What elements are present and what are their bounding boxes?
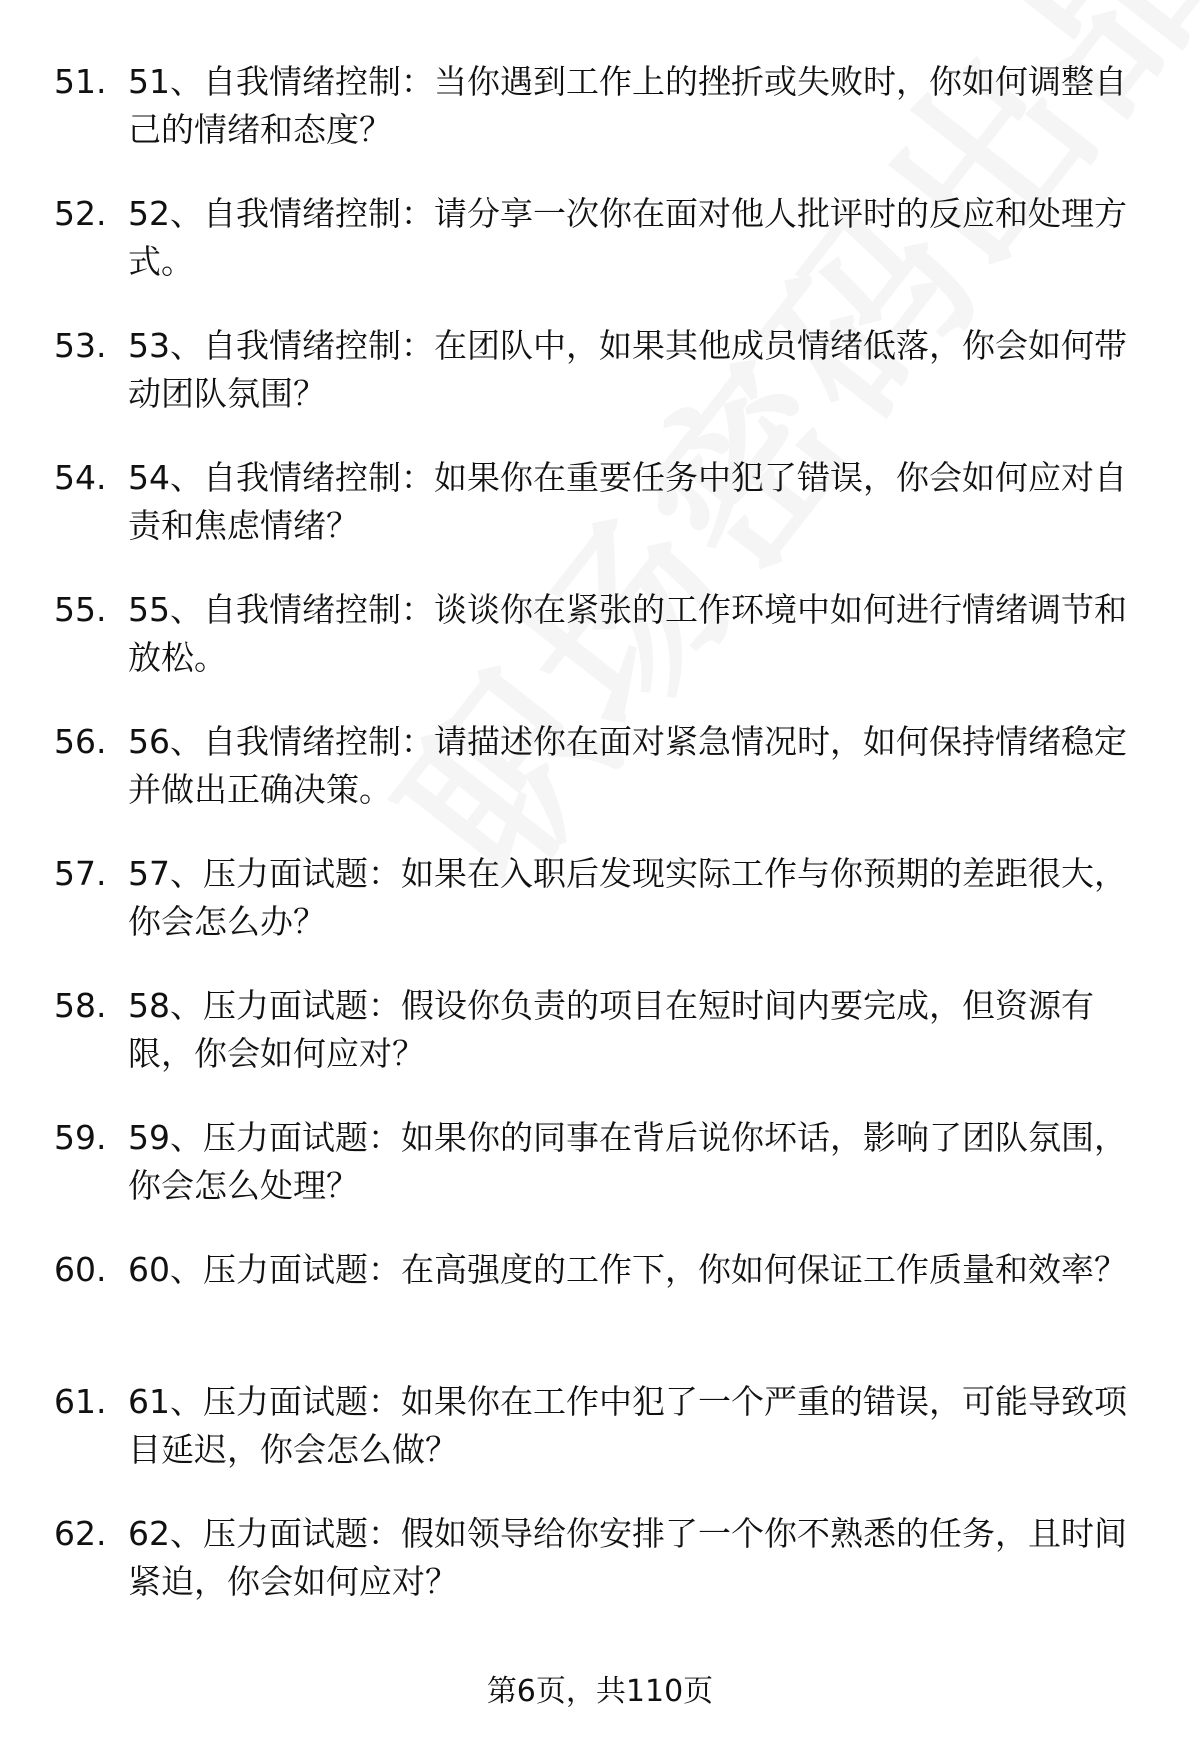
- page-footer: 第6页，共110页: [486, 1674, 714, 1709]
- list-item: [0, 190, 1200, 322]
- question-number: 56.: [54, 722, 107, 761]
- list-item: [0, 1114, 1200, 1246]
- question-number: 51.: [54, 62, 107, 101]
- list-item: [0, 58, 1200, 190]
- question-number: 53.: [54, 326, 107, 365]
- question-text: 61、压力面试题：如果你在工作中犯了一个严重的错误，可能导致项目延迟，你会怎么做？: [128, 1382, 1127, 1469]
- question-number: 60.: [54, 1250, 107, 1289]
- question-text: 56、自我情绪控制：请描述你在面对紧急情况时，如何保持情绪稳定并做出正确决策。: [128, 722, 1127, 809]
- question-text: 57、压力面试题：如果在入职后发现实际工作与你预期的差距很大，你会怎么办？: [128, 854, 1127, 941]
- question-text: 60、压力面试题：在高强度的工作下，你如何保证工作质量和效率？: [128, 1250, 1127, 1289]
- question-text: 59、压力面试题：如果你的同事在背后说你坏话，影响了团队氛围，你会怎么处理？: [128, 1118, 1127, 1205]
- question-number: 58.: [54, 986, 107, 1025]
- list-item: [0, 1510, 1200, 1642]
- question-number: 61.: [54, 1382, 107, 1421]
- list-item: [0, 718, 1200, 850]
- question-number: 62.: [54, 1514, 107, 1553]
- list-item: [0, 982, 1200, 1114]
- question-number: 57.: [54, 854, 107, 893]
- question-text: 62、压力面试题：假如领导给你安排了一个你不熟悉的任务，且时间紧迫，你会如何应对？: [128, 1514, 1127, 1601]
- question-text: 53、自我情绪控制：在团队中，如果其他成员情绪低落，你会如何带动团队氛围？: [128, 326, 1127, 413]
- question-number: 59.: [54, 1118, 107, 1157]
- question-text: 54、自我情绪控制：如果你在重要任务中犯了错误，你会如何应对自责和焦虑情绪？: [128, 458, 1127, 545]
- list-item: [0, 1246, 1200, 1378]
- question-number: 52.: [54, 194, 107, 233]
- question-text: 51、自我情绪控制：当你遇到工作上的挫折或失败时，你如何调整自己的情绪和态度？: [128, 62, 1127, 149]
- list-item: [0, 586, 1200, 718]
- list-item: [0, 454, 1200, 586]
- list-item: [0, 850, 1200, 982]
- list-item: [0, 322, 1200, 454]
- question-list: [0, 58, 1200, 1642]
- question-text: 52、自我情绪控制：请分享一次你在面对他人批评时的反应和处理方式。: [128, 194, 1127, 281]
- question-number: 54.: [54, 458, 107, 497]
- question-text: 58、压力面试题：假设你负责的项目在短时间内要完成，但资源有限，你会如何应对？: [128, 986, 1094, 1073]
- question-text: 55、自我情绪控制：谈谈你在紧张的工作环境中如何进行情绪调节和放松。: [128, 590, 1127, 677]
- question-number: 55.: [54, 590, 107, 629]
- list-item: [0, 1378, 1200, 1510]
